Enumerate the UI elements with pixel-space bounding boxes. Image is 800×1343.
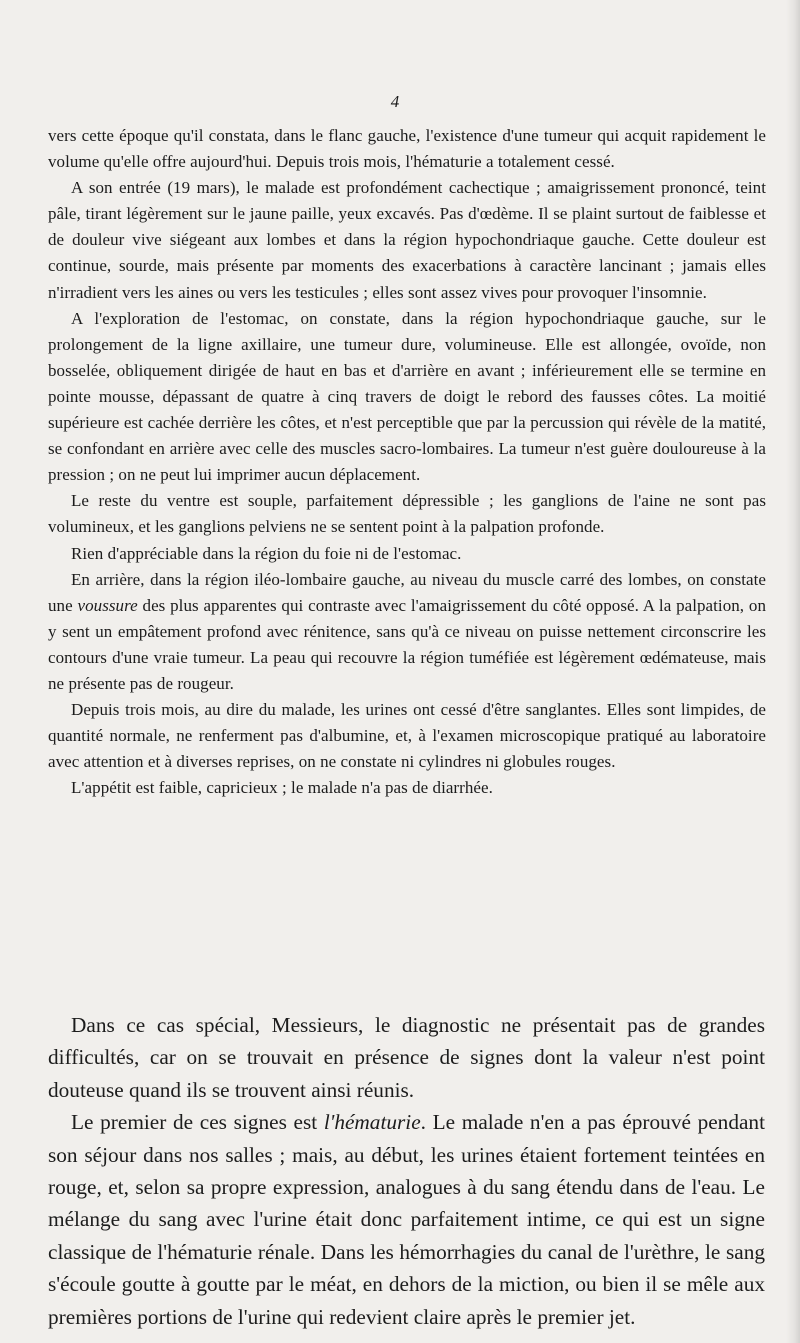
paragraph-abdomen: Le reste du ventre est souple, parfaitement dépressible ; les ganglions de l'aine ne sont pas volumineux, et les ganglions pelviens ne se sentent point à la palpation profonde.	[48, 491, 766, 537]
paragraph-diagnosis: Dans ce cas spécial, Messieurs, le diagnostic ne présentait pas de grandes difficultés, car on se trouvait en présence de signes dont la valeur n'est point douteuse quand ils se trouvent ainsi réunis.	[48, 1013, 765, 1102]
text-run: . Le malade n'en a pas éprouvé pendant son séjour dans nos salles ; mais, au début, les urines étaient fortement teintées en rouge, et, selon sa propre expression, analogues à du sang étendu dans de l'eau. Le mélange du sang avec l'urine était donc parfaitement intime, ce qui est un signe classique de l'hématurie rénale. Dans les hémorrhagies du canal de l'urèthre, le sang s'écoule goutte à goutte par le méat, en dehors de la miction, ou bien il se mêle aux premières portions de l'urine qui redevient claire après le premier jet.	[48, 1110, 765, 1329]
page-edge-shadow	[786, 0, 800, 1343]
paragraph-history-continuation: vers cette époque qu'il constata, dans le flanc gauche, l'existence d'une tumeur qui acquit rapidement le volume qu'elle offre aujourd'hui. Depuis trois mois, l'hématurie a totalement cessé.	[48, 126, 766, 172]
paragraph-lumbar	[48, 567, 766, 697]
paragraph-liver: Rien d'appréciable dans la région du foie ni de l'estomac.	[71, 543, 462, 563]
paragraph-appetite: L'appétit est faible, capricieux ; le malade n'a pas de diarrhée.	[71, 778, 493, 798]
paragraph-hematuria	[48, 1106, 765, 1333]
page-number: 4	[390, 92, 400, 111]
emphasis-voussure: voussure	[77, 595, 138, 615]
text-run: des plus apparentes qui contraste avec l'amaigrissement du côté opposé. A la palpation, on y sent un empâtement profond avec rénitence, sans qu'à ce niveau on puisse nettement circonscrire les contours d'une vraie tumeur. La peau qui recouvre la région tuméfiée est légèrement œdémateuse, mais ne présente pas de rougeur.	[48, 595, 766, 693]
lecture-section	[48, 1009, 765, 1333]
case-report-section	[48, 123, 766, 801]
text-run: Le premier de ces signes est	[71, 1110, 324, 1135]
paragraph-admission: A son entrée (19 mars), le malade est profondément cachectique ; amaigrissement prononcé, teint pâle, tirant légèrement sur le jaune paille, yeux excavés. Pas d'œdème. Il se plaint surtout de faiblesse et de douleur vive siégeant aux lombes et dans la région hypochondriaque gauche. Cette douleur est continue, sourde, mais présente par moments des exacerbations à caractère lancinant ; jamais elles n'irradient vers les aines ou vers les testicules ; elles sont assez vives pour provoquer l'insomnie.	[48, 178, 766, 302]
text-run: En arrière, dans la région iléo-lombaire gauche, au niveau du muscle carré des lombes, on constate une	[48, 569, 766, 615]
paragraph-urine: Depuis trois mois, au dire du malade, les urines ont cessé d'être sanglantes. Elles sont limpides, de quantité normale, ne renferment pas d'albumine, et, à l'examen microscopique pratiqué au laboratoire avec attention et à diverses reprises, on ne constate ni cylindres ni globules rouges.	[48, 700, 766, 772]
emphasis-hematurie: l'hématurie	[323, 1110, 421, 1135]
paragraph-exploration: A l'exploration de l'estomac, on constate, dans la région hypochondriaque gauche, sur le prolongement de la ligne axillaire, une tumeur dure, volumineuse. Elle est allongée, ovoïde, non bosselée, obliquement dirigée de haut en bas et d'arrière en avant ; inférieurement elle se termine en pointe mousse, dépassant de quatre à cinq travers de doigt le rebord des fausses côtes. La moitié supérieure est cachée derrière les côtes, et n'est perceptible que par la percussion qui révèle de la matité, se confondant en arrière avec celle des muscles sacro-lombaires. La tumeur n'est guère douloureuse à la pression ; on ne peut lui imprimer aucun déplacement.	[48, 308, 766, 485]
